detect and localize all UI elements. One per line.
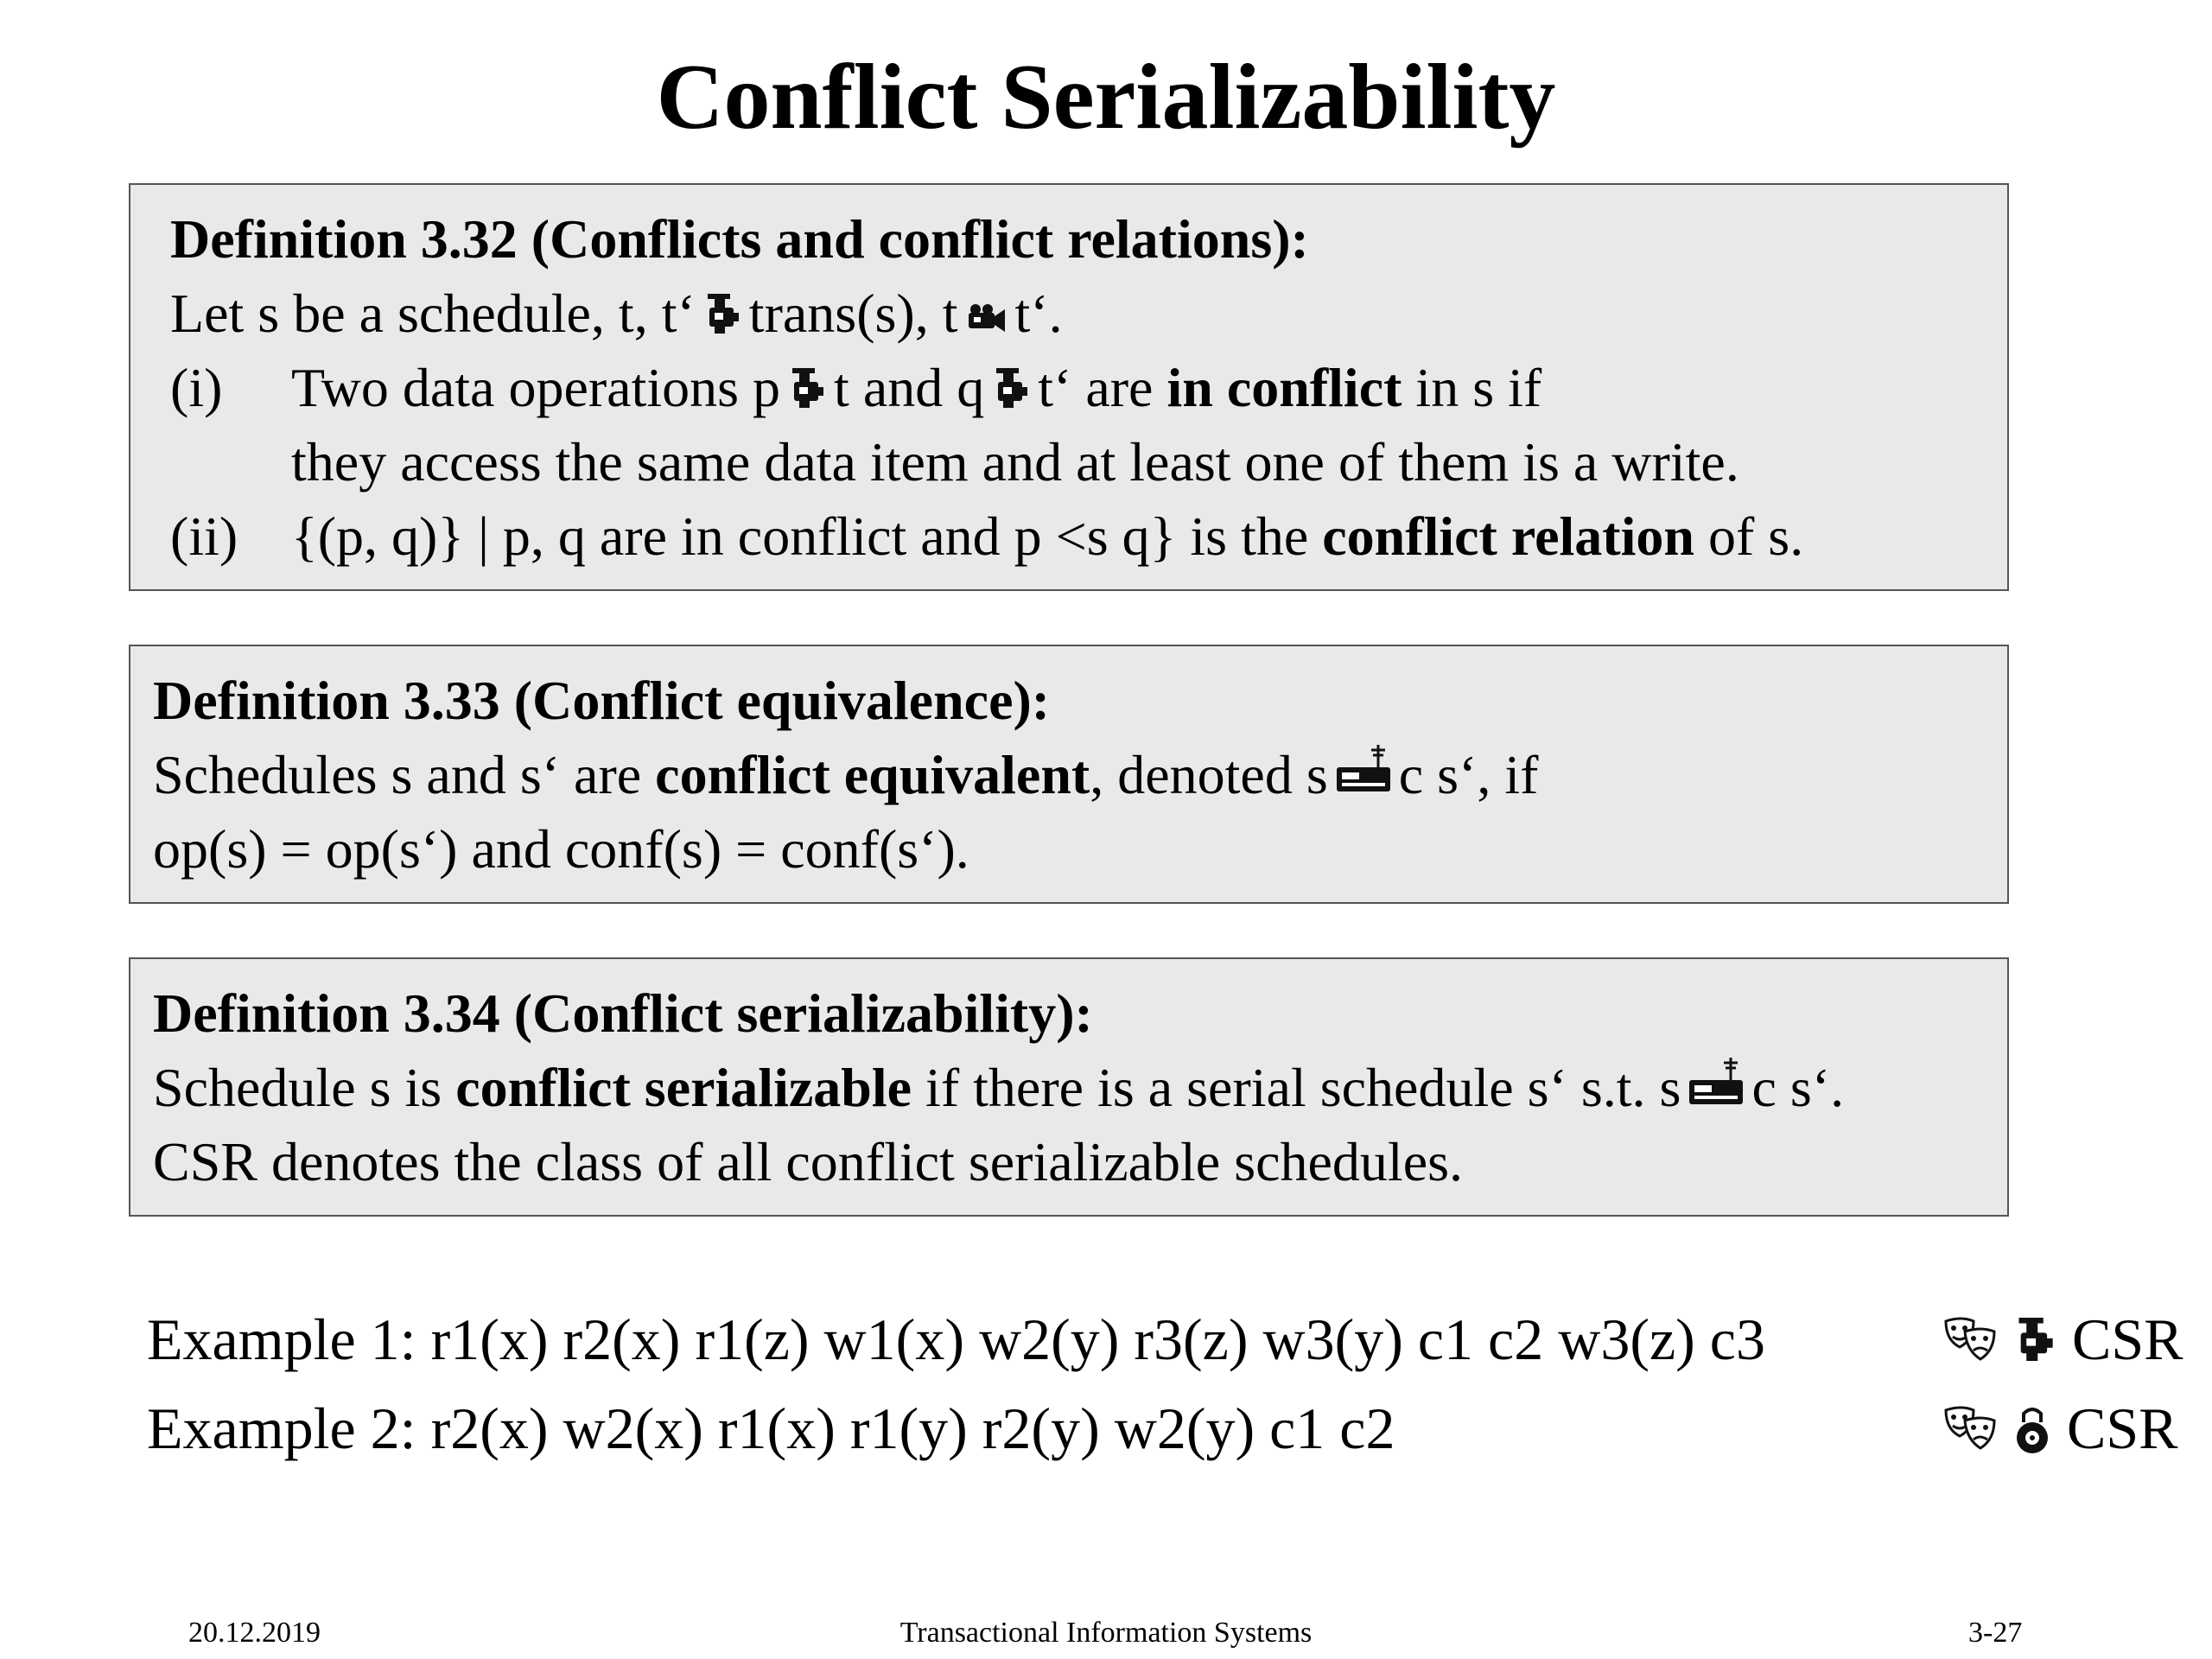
definition-box-3-34 [129, 957, 2009, 1217]
definition-intro [170, 276, 2007, 351]
not-equal-symbol-icon [965, 302, 1008, 337]
definition-number: Definition 3.32 [170, 208, 518, 270]
definition-item-ii [170, 499, 2007, 574]
example-2: Example 2: r2(x) w2(x) r1(x) r1(y) r2(y) w2(y) c1 c2 [147, 1395, 1395, 1461]
item-text: Two data operations p [291, 357, 781, 418]
verdict-label: CSR [2067, 1395, 2178, 1461]
conflict-equivalence-symbol-icon [1688, 1056, 1745, 1111]
footer-title: Transactional Information Systems [899, 1617, 1313, 1649]
item-text: {(p, q)} | p, q are in conflict and p <s q} is the [291, 505, 1309, 567]
intro-text: t‘. [1014, 283, 1063, 344]
item-number: (i) [170, 357, 223, 418]
example-1-verdict [1942, 1300, 2183, 1378]
term-conflict-equivalent: conflict equivalent [655, 744, 1090, 805]
definition-box-3-33 [129, 645, 2009, 904]
intro-text: Let s be a schedule, t, t‘ [170, 283, 696, 344]
definition-title: (Conflict equivalence): [513, 670, 1051, 731]
conflict-equivalence-symbol-icon [1335, 743, 1392, 798]
element-of-symbol-icon [787, 365, 827, 411]
term-conflict-relation: conflict relation [1322, 505, 1694, 567]
definition-line [153, 1051, 2007, 1125]
element-of-symbol-icon [702, 290, 742, 337]
definition-heading [153, 976, 2007, 1051]
definition-title: (Conflicts and conflict relations): [531, 208, 1309, 270]
definition-line: CSR denotes the class of all conflict serializable schedules. [153, 1131, 1463, 1192]
theater-masks-icon [1942, 1403, 1998, 1453]
definition-heading [170, 202, 2007, 276]
element-of-symbol-icon [2013, 1313, 2056, 1366]
definition-text: c s‘, if [1398, 744, 1539, 805]
item-text: t and q [834, 357, 985, 418]
definition-box-3-32 [129, 183, 2009, 591]
verdict-label: CSR [2072, 1306, 2183, 1372]
footer-page-number: 3-27 [1968, 1617, 2023, 1649]
not-element-of-symbol-icon [2013, 1402, 2051, 1455]
definition-number: Definition 3.34 [153, 982, 500, 1044]
definition-text: , denoted s [1090, 744, 1328, 805]
item-text: t‘ are [1038, 357, 1154, 418]
definition-item-i [170, 351, 2007, 425]
definition-line: op(s) = op(s‘) and conf(s) = conf(s‘). [153, 818, 969, 880]
element-of-symbol-icon [991, 365, 1031, 411]
definition-number: Definition 3.33 [153, 670, 500, 731]
example-1: Example 1: r1(x) r2(x) r1(z) w1(x) w2(y) r3(z) w3(y) c1 c2 w3(z) c3 [147, 1306, 1765, 1372]
footer-date: 20.12.2019 [188, 1617, 321, 1649]
intro-text: trans(s), t [748, 283, 958, 344]
definition-heading [153, 664, 2007, 738]
definition-text: Schedules s and s‘ are [153, 744, 642, 805]
slide-title: Conflict Serializability [656, 46, 1556, 149]
term-in-conflict: in conflict [1166, 357, 1402, 418]
definition-title: (Conflict serializability): [513, 982, 1093, 1044]
item-text: of s. [1707, 505, 1804, 567]
definition-text: c s‘. [1751, 1057, 1845, 1118]
definition-item-i-continuation: they access the same data item and at least one of them is a write. [291, 431, 1739, 493]
term-conflict-serializable: conflict serializable [455, 1057, 912, 1118]
definition-text: Schedule s is [153, 1057, 442, 1118]
definition-text: if there is a serial schedule s‘ s.t. s [925, 1057, 1681, 1118]
item-number: (ii) [170, 505, 238, 567]
example-2-verdict [1942, 1389, 2178, 1467]
item-text: in s if [1415, 357, 1542, 418]
definition-line [153, 738, 2007, 812]
theater-masks-icon [1942, 1314, 1998, 1364]
